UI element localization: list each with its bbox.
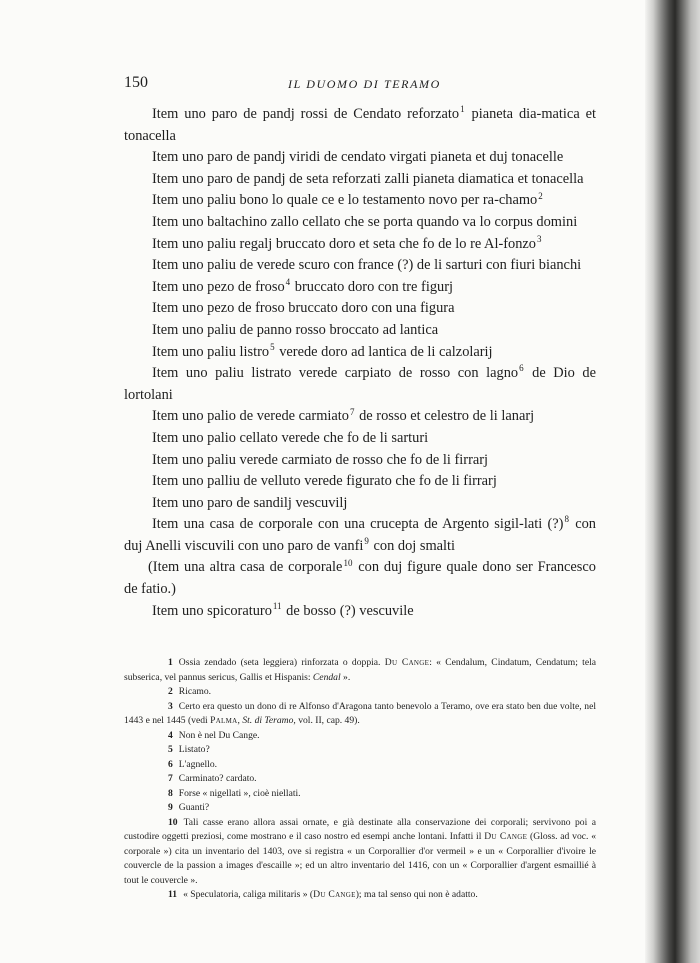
- entry-text: Item uno paliu listro: [152, 343, 270, 360]
- footnote-number: 7: [168, 773, 173, 784]
- entry-text: Item uno paliu listrato verede carpiato de rosso con lagno: [152, 365, 519, 382]
- page-header: [124, 74, 596, 96]
- entry-text: de Dio de lortolani: [124, 365, 597, 403]
- footnote-text: Listato?: [178, 744, 210, 755]
- inventory-entry: [124, 601, 596, 623]
- footnote: [124, 743, 596, 758]
- inventory-entry: [124, 190, 596, 212]
- inventory-entry: [124, 255, 596, 277]
- footnote: [124, 685, 596, 700]
- inventory-entry: [124, 342, 596, 364]
- inventory-entry: [124, 298, 596, 320]
- footnote-ref: 4: [285, 276, 291, 287]
- footnote-text: Du Cange: [384, 657, 430, 668]
- footnote-ref: 1: [460, 104, 465, 115]
- entry-text: Item uno paliu de verede scuro con france (?) de li sarturi con fiuri bianchi: [152, 257, 582, 274]
- inventory-entry: [124, 557, 596, 600]
- inventory-entry: [124, 234, 596, 256]
- footnote-text: Tali casse erano allora assai ornate, e già destinate alla conservazione dei corporali; servivono poi a custodire oggetti preziosi, come mostrano e il caso nostro ed esempi anche lontani. Infatti il: [124, 816, 596, 842]
- footnote-text: Du Cange: [484, 831, 528, 842]
- footnote-text: Palma: [210, 715, 238, 726]
- footnote-text: : « Cendalum, Cindatum, Cendatum; tela subserica, vel pannus sericus, Gallis et Hispanis:: [124, 657, 597, 683]
- entry-text: Item uno paliu bono lo quale ce e lo testamento novo per ra-chamo: [152, 192, 538, 209]
- page-number: 150: [124, 74, 148, 91]
- footnote-number: 5: [168, 744, 173, 755]
- entry-text: con doj smalti: [369, 537, 456, 554]
- inventory-entry: [124, 471, 596, 493]
- inventory-entry: [124, 450, 596, 472]
- entry-text: Item uno palio cellato verede che fo de li sarturi: [152, 429, 429, 446]
- footnote-ref: 7: [350, 406, 355, 417]
- entry-text: Item uno paro de pandj viridi de cendato virgati pianeta et duj tonacelle: [152, 149, 564, 166]
- inventory-entry: [124, 277, 596, 299]
- footnote: [124, 888, 596, 903]
- footnote-ref: 5: [270, 341, 275, 352]
- entry-text: verede doro ad lantica de li calzolarij: [275, 343, 493, 360]
- footnote: [124, 729, 596, 744]
- footnote-text: (Gloss. ad voc. « corporale ») cita un inventario del 1403, ove si registra « un Corporallier d'or vermeil » e un « Corporallier d'ivoire le couvercle de la passion a images d'escaille »; ed un altro inventario del 1416, con un « Corporallier d'argent esmaillié à tout le couvercle ».: [124, 831, 596, 886]
- footnote-number: 4: [168, 729, 173, 741]
- entry-text: Item uno pezo de froso: [152, 278, 285, 295]
- inventory-entry: [124, 212, 596, 234]
- entry-text: Item uno paliu verede carmiato de rosso che fo de li firrarj: [152, 451, 489, 468]
- footnote-ref: 8: [564, 514, 569, 525]
- footnote: [124, 787, 596, 802]
- entry-text: Item uno paliu de panno rosso broccato ad lantica: [152, 321, 439, 338]
- footnote-text: Forse « nigellati », cioè niellati.: [178, 787, 301, 799]
- footnote-ref: 3: [537, 233, 542, 244]
- entry-text: Item uno baltachino zallo cellato che se porta quando va lo corpus domini: [152, 213, 578, 230]
- inventory-entry: [124, 104, 596, 147]
- footnote-ref: 2: [538, 190, 543, 201]
- entry-text: Item una casa de corporale con una crucepta de Argento sigil-lati (?): [152, 516, 564, 533]
- entry-text: con duj Anelli viscuvili con uno paro de vanfi: [124, 516, 596, 554]
- footnote-text: « Speculatoria, caliga militaris » (: [183, 889, 314, 900]
- footnote-ref: 10: [343, 557, 353, 568]
- footnote-text: Ossia zendado (seta leggiera) rinforzata o doppia.: [178, 657, 385, 668]
- entry-text: de rosso et celestro de li lanarj: [355, 408, 535, 425]
- footnote-number: 3: [168, 700, 173, 712]
- footnote-text: Certo era questo un dono di re Alfonso d'Aragona tanto benevolo a Teramo, ove era stato ben due volte, nel 1443 e nel 1445 (vedi: [124, 700, 596, 726]
- footnote: [124, 801, 596, 816]
- inventory-entry: [124, 406, 596, 428]
- footnote: [124, 758, 596, 773]
- footnote-number: 10: [168, 816, 178, 828]
- footnote-text: Cendal: [312, 671, 341, 683]
- footnote-ref: 6: [519, 363, 524, 374]
- footnote-number: 1: [168, 657, 173, 668]
- footnote-number: 11: [168, 889, 178, 900]
- footnote-number: 8: [168, 787, 173, 799]
- footnote: [124, 656, 596, 685]
- footnote-number: 6: [168, 758, 173, 770]
- entry-text: Item uno spicoraturo: [152, 602, 272, 619]
- footnote-text: Du Cange: [313, 889, 356, 900]
- inventory-entry: [124, 147, 596, 169]
- entry-text: de bosso (?) vescuvile: [282, 602, 414, 619]
- footnotes: [124, 656, 596, 903]
- entry-text: Item uno paro de pandj rossi de Cendato reforzato: [152, 106, 460, 122]
- entry-text: pianeta dia-matica et tonacella: [124, 106, 597, 144]
- inventory-entry: [124, 514, 596, 557]
- footnote: [124, 816, 596, 889]
- entry-text: Item uno paro de pandj de seta reforzati zalli pianeta diamatica et tonacella: [152, 170, 584, 187]
- footnote-text: ».: [340, 671, 351, 683]
- entry-text: Item uno palio de verede carmiato: [152, 408, 349, 425]
- entry-text: Item uno paliu regalj bruccato doro et seta che fo de lo re Al-fonzo: [152, 235, 537, 252]
- entry-text: Item uno paro de sandilj vescuvilj: [152, 494, 348, 511]
- footnote-text: L'agnello.: [178, 758, 218, 770]
- entry-text: Item uno palliu de velluto verede figurato che fo de li firrarj: [152, 473, 497, 490]
- footnote: [124, 700, 596, 729]
- inventory-entry: [124, 320, 596, 342]
- book-binding-edge: [645, 0, 700, 963]
- inventory-entry: [124, 428, 596, 450]
- footnote-text: ,: [237, 715, 243, 726]
- footnote-text: St. di Teramo: [242, 715, 294, 726]
- entry-text: con duj figure quale dono ser Francesco de fatio.): [124, 559, 596, 598]
- footnote-text: Guanti?: [178, 802, 210, 813]
- inventory-entry: [124, 363, 596, 406]
- footnote-ref: 11: [272, 600, 282, 611]
- footnote-text: , vol. II, cap. 49).: [293, 715, 360, 726]
- footnote-text: Carminato? cardato.: [178, 773, 257, 784]
- inventory-entry: [124, 493, 596, 515]
- inventory-entry: [124, 169, 596, 191]
- entry-text: Item uno pezo de froso bruccato doro con una figura: [152, 300, 455, 317]
- footnote-text: Ricamo.: [178, 686, 212, 697]
- entry-text: bruccato doro con tre figurj: [291, 278, 454, 295]
- entry-text: (Item una altra casa de corporale: [148, 559, 343, 576]
- footnote-text: ); ma tal senso qui non è adatto.: [355, 889, 478, 900]
- running-title: IL DUOMO DI TERAMO: [288, 77, 441, 91]
- footnote-ref: 9: [364, 536, 369, 547]
- footnote: [124, 772, 596, 787]
- footnote-text: Non è nel Du Cange.: [178, 729, 260, 741]
- footnote-number: 9: [168, 802, 173, 813]
- footnote-number: 2: [168, 686, 173, 697]
- inventory-text: [124, 104, 596, 622]
